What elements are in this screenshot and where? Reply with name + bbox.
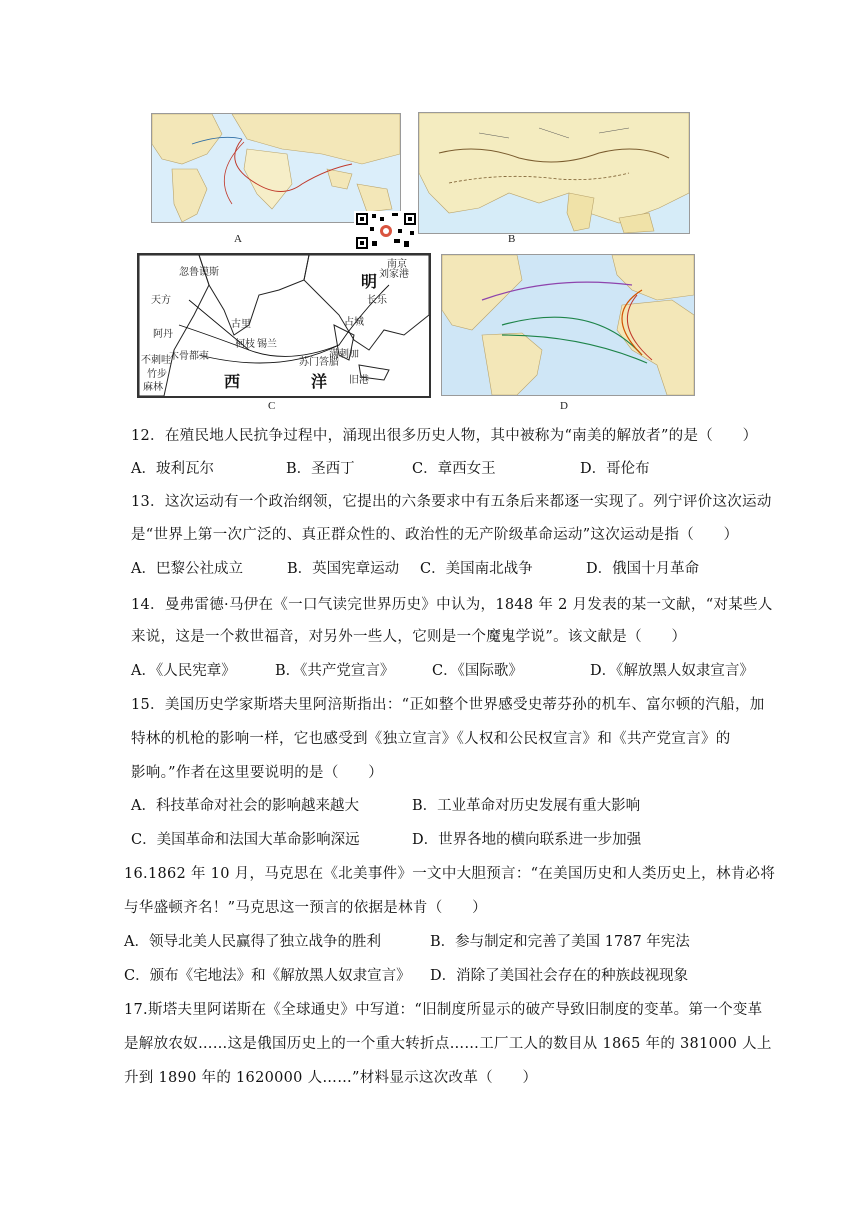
question-15-option-b: B．工业革命对历史发展有重大影响 <box>412 798 641 814</box>
question-16-option-c: C．颁布《宅地法》和《解放黑人奴隶宣言》 <box>124 968 411 984</box>
question-14-option-a: A．《人民宪章》 <box>131 663 236 679</box>
question-15-option-c: C．美国革命和法国大革命影响深远 <box>131 832 360 848</box>
map-c-label-3: 不刺哇 <box>141 355 171 366</box>
map-c-label-15: 满剌加 <box>329 349 359 360</box>
question-12-option-d: D．哥伦布 <box>580 461 650 477</box>
map-c-label-19: 洋 <box>311 372 328 391</box>
map-a <box>151 113 401 223</box>
question-15-option-a: A．科技革命对社会的影响越来越大 <box>131 798 359 814</box>
map-c-label-5: 竹步 <box>147 369 167 380</box>
question-15-option-d: D．世界各地的横向联系进一步加强 <box>412 832 642 848</box>
question-14-line-1: 14．曼弗雷德·马伊在《一口气读完世界历史》中认为，1848 年 2 月发表的某一文献，“对某些人 <box>131 597 773 613</box>
question-13-option-c: C．美国南北战争 <box>420 561 533 577</box>
map-c-label-8: 柯枝 <box>235 339 255 350</box>
question-15-line-2: 特林的机枪的影响一样，它也感受到《独立宣言》《人权和公民权宣言》和《共产党宣言》的 <box>131 731 731 747</box>
map-c-label-11: 南京 <box>387 259 407 270</box>
question-13-option-b: B．英国宪章运动 <box>287 561 400 577</box>
question-15-line-3: 影响。”作者在这里要说明的是（ ） <box>131 765 384 781</box>
qr-code-image <box>354 211 418 251</box>
map-c-label-12: 刘家港 <box>379 269 409 280</box>
question-13-line-2: 是“世界上第一次广泛的、真正群众性的、政治性的无产阶级革命运动”这次运动是指（ ） <box>131 527 739 543</box>
map-c-label-16: 苏门答腊 <box>299 357 339 368</box>
question-12-option-b: B．圣西丁 <box>286 461 355 477</box>
map-b <box>418 112 690 234</box>
map-c-label-0: 忽鲁谟斯 <box>179 267 219 278</box>
question-14-line-2: 来说，这是一个救世福音，对另外一些人，它则是一个魔鬼学说”。该文献是（ ） <box>131 629 687 645</box>
question-17-line-1: 17.斯塔夫里阿诺斯在《全球通史》中写道：“旧制度所显示的破产导致旧制度的变革。第一个变革 <box>124 1002 763 1018</box>
map-b-letter: B <box>508 233 516 245</box>
question-14-option-d: D．《解放黑人奴隶宣言》 <box>590 663 754 679</box>
map-c-label-18: 西 <box>224 372 241 391</box>
question-16-line-1: 16.1862 年 10 月，马克思在《北美事件》一文中大胆预言：“在美国历史和人类历史上，林肯必将 <box>124 866 776 882</box>
question-13-option-d: D．俄国十月革命 <box>586 561 700 577</box>
map-c-label-14: 占城 <box>344 317 364 328</box>
question-12-option-a: A．玻利瓦尔 <box>131 461 214 477</box>
map-d <box>441 254 695 396</box>
map-c-letter: C <box>268 400 276 412</box>
map-c-label-13: 长乐 <box>367 295 387 306</box>
question-12-option-c: C．章西女王 <box>412 461 496 477</box>
question-14-option-b: B．《共产党宣言》 <box>275 663 395 679</box>
map-d-letter: D <box>560 400 568 412</box>
question-16-option-d: D．消除了美国社会存在的种族歧视现象 <box>430 968 689 984</box>
question-16-option-a: A．领导北美人民赢得了独立战争的胜利 <box>124 934 381 950</box>
map-c-label-6: 麻林 <box>143 382 163 393</box>
question-17-line-3: 升到 1890 年的 1620000 人……”材料显示这次改革（ ） <box>124 1070 538 1086</box>
map-c-label-2: 阿丹 <box>153 329 173 340</box>
map-c <box>137 253 431 398</box>
map-d-graphic <box>442 255 694 395</box>
map-c-label-10: 明 <box>361 272 378 291</box>
map-c-label-1: 天方 <box>151 295 171 306</box>
question-15-line-1: 15．美国历史学家斯塔夫里阿涪斯指出：“正如整个世界感受史蒂芬孙的机车、富尔顿的汽船，加 <box>131 697 765 713</box>
question-14-option-c: C．《国际歌》 <box>432 663 523 679</box>
question-13-line-1: 13．这次运动有一个政治纲领，它提出的六条要求中有五条后来都逐一实现了。列宁评价这次运动 <box>131 494 772 510</box>
map-c-label-9: 锡兰 <box>257 339 277 350</box>
question-17-line-2: 是解放农奴……这是俄国历史上的一个重大转折点……工厂工人的数目从 1865 年的 381000 人上 <box>124 1036 772 1052</box>
map-a-graphic <box>152 114 400 222</box>
map-c-label-4: 木骨都束 <box>169 351 209 362</box>
map-c-graphic <box>139 255 429 396</box>
question-16-option-b: B．参与制定和完善了美国 1787 年宪法 <box>430 934 690 950</box>
question-13-option-a: A．巴黎公社成立 <box>131 561 243 577</box>
question-16-line-2: 与华盛顿齐名！”马克思这一预言的依据是林肯（ ） <box>124 900 487 916</box>
map-c-label-7: 古里 <box>231 319 251 330</box>
question-12-line-1: 12．在殖民地人民抗争过程中，涌现出很多历史人物，其中被称为“南美的解放者”的是（ ） <box>131 428 758 444</box>
map-c-label-17: 旧港 <box>349 375 369 386</box>
map-b-graphic <box>419 113 689 233</box>
map-a-letter: A <box>234 233 242 245</box>
